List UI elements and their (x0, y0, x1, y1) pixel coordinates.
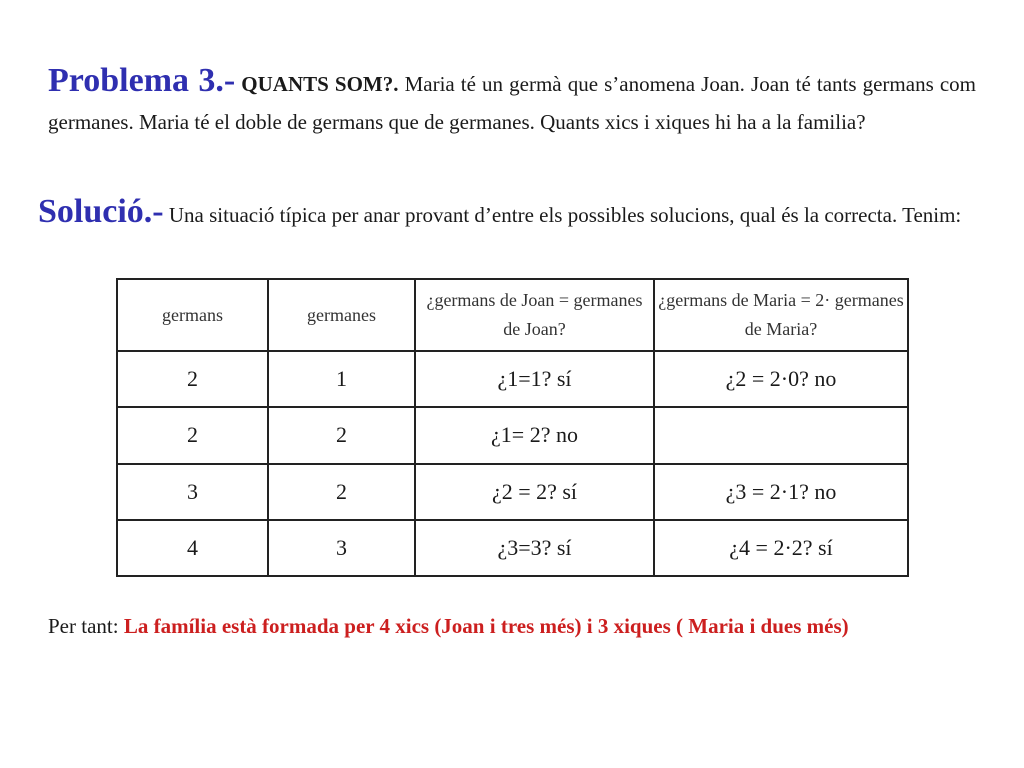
cell-germanes: 2 (268, 407, 415, 463)
header-maria-check: ¿germans de Maria = 2· germanes de Maria? (654, 279, 908, 351)
cell-maria-check (654, 407, 908, 463)
cell-germanes: 1 (268, 351, 415, 407)
conclusion-prefix: Per tant: (48, 614, 119, 638)
cell-joan-check: ¿1=1? sí (415, 351, 654, 407)
table-header-row (117, 279, 908, 351)
cell-germans: 4 (117, 520, 268, 576)
cell-joan-check: ¿1= 2? no (415, 407, 654, 463)
cell-maria-check: ¿3 = 2·1? no (654, 464, 908, 520)
solution-intro (38, 192, 968, 235)
problem-heading: Problema 3.- (48, 62, 236, 99)
solution-heading: Solució.- (38, 193, 164, 230)
header-germanes: germanes (268, 279, 415, 351)
cell-germanes: 3 (268, 520, 415, 576)
solution-text: Una situació típica per anar provant d’entre els possibles solucions, qual és la correcta. Tenim: (168, 203, 962, 227)
header-germans: germans (117, 279, 268, 351)
header-joan-check: ¿germans de Joan = germanes de Joan? (415, 279, 654, 351)
table-row (117, 351, 908, 407)
cell-germans: 2 (117, 407, 268, 463)
cell-germanes: 2 (268, 464, 415, 520)
problem-text: Maria té un germà que s’anomena Joan. Joan té tants germans com germanes. Maria té el doble de germans que de germanes. Quants xics i xiques hi ha a la familia? (48, 72, 976, 134)
problem-subheading: QUANTS SOM?. (241, 72, 399, 96)
cell-maria-check: ¿4 = 2·2? sí (654, 520, 908, 576)
cell-joan-check: ¿2 = 2? sí (415, 464, 654, 520)
table-row (117, 520, 908, 576)
conclusion (48, 608, 968, 644)
cell-germans: 2 (117, 351, 268, 407)
cell-maria-check: ¿2 = 2·0? no (654, 351, 908, 407)
table-row (117, 464, 908, 520)
solutions-table (116, 278, 909, 577)
cell-joan-check: ¿3=3? sí (415, 520, 654, 576)
conclusion-answer: La família està formada per 4 xics (Joan i tres més) i 3 xiques ( Maria i dues més) (123, 614, 849, 638)
problem-statement (48, 62, 976, 141)
table-row (117, 407, 908, 463)
cell-germans: 3 (117, 464, 268, 520)
